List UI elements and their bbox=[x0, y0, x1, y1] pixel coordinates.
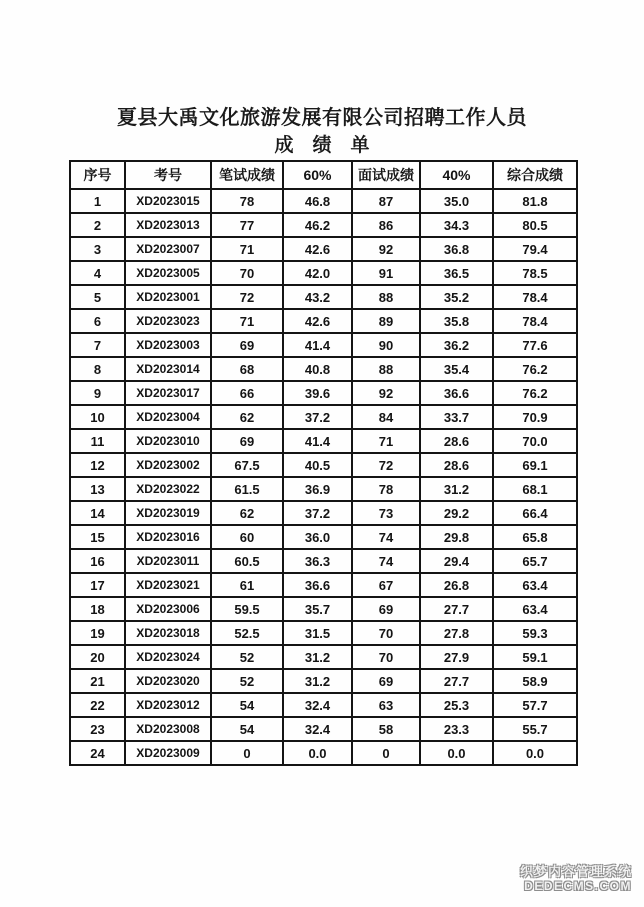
weighted-60-percent-cell: 46.8 bbox=[283, 189, 352, 213]
weighted-60-percent-cell: 31.2 bbox=[283, 669, 352, 693]
watermark-cms-name: 织梦内容管理系统 bbox=[519, 864, 632, 880]
interview-score-cell: 63 bbox=[352, 693, 420, 717]
written-score-cell: 71 bbox=[211, 309, 283, 333]
row-number-cell: 10 bbox=[70, 405, 125, 429]
exam-number-cell: XD2023006 bbox=[125, 597, 211, 621]
total-score-cell: 76.2 bbox=[493, 357, 577, 381]
row-number-cell: 17 bbox=[70, 573, 125, 597]
weighted-40-percent-cell: 28.6 bbox=[420, 453, 493, 477]
row-number-cell: 21 bbox=[70, 669, 125, 693]
total-score-cell: 78.4 bbox=[493, 309, 577, 333]
interview-score-cell: 69 bbox=[352, 669, 420, 693]
interview-score-cell: 71 bbox=[352, 429, 420, 453]
row-number-cell: 19 bbox=[70, 621, 125, 645]
table-row bbox=[70, 429, 577, 453]
exam-number-cell: XD2023022 bbox=[125, 477, 211, 501]
weighted-60-percent-cell: 32.4 bbox=[283, 717, 352, 741]
weighted-40-percent-cell: 36.2 bbox=[420, 333, 493, 357]
row-number-cell: 7 bbox=[70, 333, 125, 357]
weighted-40-percent-cell: 36.8 bbox=[420, 237, 493, 261]
row-number-cell: 15 bbox=[70, 525, 125, 549]
exam-number-cell: XD2023023 bbox=[125, 309, 211, 333]
interview-score-cell: 58 bbox=[352, 717, 420, 741]
total-score-cell: 80.5 bbox=[493, 213, 577, 237]
column-header: 笔试成绩 bbox=[211, 161, 283, 189]
exam-number-cell: XD2023017 bbox=[125, 381, 211, 405]
row-number-cell: 6 bbox=[70, 309, 125, 333]
table-row bbox=[70, 453, 577, 477]
exam-number-cell: XD2023001 bbox=[125, 285, 211, 309]
weighted-60-percent-cell: 41.4 bbox=[283, 429, 352, 453]
weighted-40-percent-cell: 0.0 bbox=[420, 741, 493, 765]
weighted-40-percent-cell: 25.3 bbox=[420, 693, 493, 717]
weighted-40-percent-cell: 33.7 bbox=[420, 405, 493, 429]
exam-number-cell: XD2023024 bbox=[125, 645, 211, 669]
document-title: 夏县大禹文化旅游发展有限公司招聘工作人员 bbox=[117, 107, 527, 129]
total-score-cell: 55.7 bbox=[493, 717, 577, 741]
weighted-40-percent-cell: 27.8 bbox=[420, 621, 493, 645]
exam-number-cell: XD2023009 bbox=[125, 741, 211, 765]
total-score-cell: 59.3 bbox=[493, 621, 577, 645]
written-score-cell: 69 bbox=[211, 333, 283, 357]
exam-number-cell: XD2023004 bbox=[125, 405, 211, 429]
interview-score-cell: 74 bbox=[352, 525, 420, 549]
total-score-cell: 57.7 bbox=[493, 693, 577, 717]
weighted-40-percent-cell: 26.8 bbox=[420, 573, 493, 597]
exam-number-cell: XD2023016 bbox=[125, 525, 211, 549]
table-row bbox=[70, 309, 577, 333]
total-score-cell: 76.2 bbox=[493, 381, 577, 405]
interview-score-cell: 67 bbox=[352, 573, 420, 597]
total-score-cell: 65.7 bbox=[493, 549, 577, 573]
table-row bbox=[70, 357, 577, 381]
interview-score-cell: 88 bbox=[352, 285, 420, 309]
weighted-60-percent-cell: 42.0 bbox=[283, 261, 352, 285]
interview-score-cell: 88 bbox=[352, 357, 420, 381]
table-row bbox=[70, 669, 577, 693]
exam-number-cell: XD2023018 bbox=[125, 621, 211, 645]
interview-score-cell: 90 bbox=[352, 333, 420, 357]
document-subtitle: 成 绩 单 bbox=[274, 135, 370, 156]
interview-score-cell: 86 bbox=[352, 213, 420, 237]
table-row bbox=[70, 717, 577, 741]
weighted-60-percent-cell: 39.6 bbox=[283, 381, 352, 405]
table-row bbox=[70, 405, 577, 429]
exam-number-cell: XD2023010 bbox=[125, 429, 211, 453]
weighted-60-percent-cell: 0.0 bbox=[283, 741, 352, 765]
exam-number-cell: XD2023021 bbox=[125, 573, 211, 597]
weighted-60-percent-cell: 41.4 bbox=[283, 333, 352, 357]
total-score-cell: 58.9 bbox=[493, 669, 577, 693]
interview-score-cell: 78 bbox=[352, 477, 420, 501]
total-score-cell: 70.9 bbox=[493, 405, 577, 429]
table-row bbox=[70, 477, 577, 501]
interview-score-cell: 73 bbox=[352, 501, 420, 525]
column-header: 序号 bbox=[70, 161, 125, 189]
weighted-60-percent-cell: 40.8 bbox=[283, 357, 352, 381]
weighted-40-percent-cell: 29.4 bbox=[420, 549, 493, 573]
weighted-40-percent-cell: 36.6 bbox=[420, 381, 493, 405]
table-row bbox=[70, 693, 577, 717]
row-number-cell: 22 bbox=[70, 693, 125, 717]
written-score-cell: 52.5 bbox=[211, 621, 283, 645]
row-number-cell: 3 bbox=[70, 237, 125, 261]
weighted-60-percent-cell: 31.5 bbox=[283, 621, 352, 645]
exam-number-cell: XD2023007 bbox=[125, 237, 211, 261]
total-score-cell: 59.1 bbox=[493, 645, 577, 669]
table-row bbox=[70, 213, 577, 237]
exam-number-cell: XD2023013 bbox=[125, 213, 211, 237]
total-score-cell: 70.0 bbox=[493, 429, 577, 453]
table-row bbox=[70, 549, 577, 573]
watermark-cms-domain: DEDECMS.COM bbox=[524, 879, 632, 894]
written-score-cell: 60 bbox=[211, 525, 283, 549]
table-row bbox=[70, 381, 577, 405]
row-number-cell: 24 bbox=[70, 741, 125, 765]
row-number-cell: 16 bbox=[70, 549, 125, 573]
total-score-cell: 63.4 bbox=[493, 573, 577, 597]
row-number-cell: 14 bbox=[70, 501, 125, 525]
row-number-cell: 23 bbox=[70, 717, 125, 741]
interview-score-cell: 74 bbox=[352, 549, 420, 573]
written-score-cell: 62 bbox=[211, 405, 283, 429]
total-score-cell: 69.1 bbox=[493, 453, 577, 477]
total-score-cell: 78.5 bbox=[493, 261, 577, 285]
column-header: 面试成绩 bbox=[352, 161, 420, 189]
row-number-cell: 12 bbox=[70, 453, 125, 477]
interview-score-cell: 70 bbox=[352, 645, 420, 669]
weighted-60-percent-cell: 36.9 bbox=[283, 477, 352, 501]
weighted-60-percent-cell: 31.2 bbox=[283, 645, 352, 669]
interview-score-cell: 69 bbox=[352, 597, 420, 621]
total-score-cell: 0.0 bbox=[493, 741, 577, 765]
row-number-cell: 9 bbox=[70, 381, 125, 405]
exam-number-cell: XD2023019 bbox=[125, 501, 211, 525]
weighted-60-percent-cell: 37.2 bbox=[283, 405, 352, 429]
column-header: 40% bbox=[420, 161, 493, 189]
weighted-40-percent-cell: 29.8 bbox=[420, 525, 493, 549]
interview-score-cell: 70 bbox=[352, 621, 420, 645]
exam-number-cell: XD2023002 bbox=[125, 453, 211, 477]
weighted-60-percent-cell: 37.2 bbox=[283, 501, 352, 525]
written-score-cell: 66 bbox=[211, 381, 283, 405]
row-number-cell: 13 bbox=[70, 477, 125, 501]
exam-number-cell: XD2023008 bbox=[125, 717, 211, 741]
interview-score-cell: 84 bbox=[352, 405, 420, 429]
weighted-40-percent-cell: 28.6 bbox=[420, 429, 493, 453]
total-score-cell: 68.1 bbox=[493, 477, 577, 501]
total-score-cell: 66.4 bbox=[493, 501, 577, 525]
table-row bbox=[70, 645, 577, 669]
interview-score-cell: 92 bbox=[352, 381, 420, 405]
written-score-cell: 59.5 bbox=[211, 597, 283, 621]
total-score-cell: 63.4 bbox=[493, 597, 577, 621]
written-score-cell: 61.5 bbox=[211, 477, 283, 501]
weighted-60-percent-cell: 32.4 bbox=[283, 693, 352, 717]
weighted-60-percent-cell: 42.6 bbox=[283, 309, 352, 333]
exam-number-cell: XD2023015 bbox=[125, 189, 211, 213]
written-score-cell: 52 bbox=[211, 669, 283, 693]
row-number-cell: 4 bbox=[70, 261, 125, 285]
row-number-cell: 5 bbox=[70, 285, 125, 309]
interview-score-cell: 91 bbox=[352, 261, 420, 285]
table-row bbox=[70, 261, 577, 285]
table-row bbox=[70, 597, 577, 621]
written-score-cell: 69 bbox=[211, 429, 283, 453]
table-row bbox=[70, 741, 577, 765]
exam-number-cell: XD2023003 bbox=[125, 333, 211, 357]
table-row bbox=[70, 573, 577, 597]
table-header-row bbox=[70, 161, 577, 189]
written-score-cell: 52 bbox=[211, 645, 283, 669]
exam-number-cell: XD2023012 bbox=[125, 693, 211, 717]
row-number-cell: 1 bbox=[70, 189, 125, 213]
weighted-60-percent-cell: 40.5 bbox=[283, 453, 352, 477]
weighted-60-percent-cell: 46.2 bbox=[283, 213, 352, 237]
written-score-cell: 67.5 bbox=[211, 453, 283, 477]
written-score-cell: 61 bbox=[211, 573, 283, 597]
table-row bbox=[70, 285, 577, 309]
column-header: 综合成绩 bbox=[493, 161, 577, 189]
written-score-cell: 54 bbox=[211, 693, 283, 717]
weighted-60-percent-cell: 42.6 bbox=[283, 237, 352, 261]
row-number-cell: 18 bbox=[70, 597, 125, 621]
written-score-cell: 0 bbox=[211, 741, 283, 765]
weighted-60-percent-cell: 35.7 bbox=[283, 597, 352, 621]
interview-score-cell: 92 bbox=[352, 237, 420, 261]
weighted-40-percent-cell: 27.9 bbox=[420, 645, 493, 669]
interview-score-cell: 87 bbox=[352, 189, 420, 213]
weighted-60-percent-cell: 36.0 bbox=[283, 525, 352, 549]
table-row bbox=[70, 189, 577, 213]
weighted-40-percent-cell: 35.0 bbox=[420, 189, 493, 213]
table-row bbox=[70, 333, 577, 357]
written-score-cell: 70 bbox=[211, 261, 283, 285]
weighted-40-percent-cell: 34.3 bbox=[420, 213, 493, 237]
weighted-40-percent-cell: 27.7 bbox=[420, 669, 493, 693]
written-score-cell: 60.5 bbox=[211, 549, 283, 573]
weighted-60-percent-cell: 36.3 bbox=[283, 549, 352, 573]
weighted-60-percent-cell: 36.6 bbox=[283, 573, 352, 597]
row-number-cell: 8 bbox=[70, 357, 125, 381]
row-number-cell: 20 bbox=[70, 645, 125, 669]
row-number-cell: 11 bbox=[70, 429, 125, 453]
total-score-cell: 81.8 bbox=[493, 189, 577, 213]
interview-score-cell: 72 bbox=[352, 453, 420, 477]
row-number-cell: 2 bbox=[70, 213, 125, 237]
table-row bbox=[70, 501, 577, 525]
total-score-cell: 65.8 bbox=[493, 525, 577, 549]
exam-number-cell: XD2023014 bbox=[125, 357, 211, 381]
total-score-cell: 78.4 bbox=[493, 285, 577, 309]
column-header: 考号 bbox=[125, 161, 211, 189]
written-score-cell: 78 bbox=[211, 189, 283, 213]
weighted-40-percent-cell: 23.3 bbox=[420, 717, 493, 741]
watermark bbox=[520, 865, 632, 894]
weighted-60-percent-cell: 43.2 bbox=[283, 285, 352, 309]
exam-number-cell: XD2023011 bbox=[125, 549, 211, 573]
weighted-40-percent-cell: 27.7 bbox=[420, 597, 493, 621]
written-score-cell: 71 bbox=[211, 237, 283, 261]
exam-number-cell: XD2023020 bbox=[125, 669, 211, 693]
weighted-40-percent-cell: 35.4 bbox=[420, 357, 493, 381]
written-score-cell: 62 bbox=[211, 501, 283, 525]
table-row bbox=[70, 525, 577, 549]
total-score-cell: 77.6 bbox=[493, 333, 577, 357]
interview-score-cell: 89 bbox=[352, 309, 420, 333]
written-score-cell: 72 bbox=[211, 285, 283, 309]
weighted-40-percent-cell: 31.2 bbox=[420, 477, 493, 501]
table-row bbox=[70, 237, 577, 261]
weighted-40-percent-cell: 29.2 bbox=[420, 501, 493, 525]
exam-number-cell: XD2023005 bbox=[125, 261, 211, 285]
written-score-cell: 77 bbox=[211, 213, 283, 237]
interview-score-cell: 0 bbox=[352, 741, 420, 765]
score-table bbox=[69, 160, 578, 766]
column-header: 60% bbox=[283, 161, 352, 189]
weighted-40-percent-cell: 35.8 bbox=[420, 309, 493, 333]
table-row bbox=[70, 621, 577, 645]
weighted-40-percent-cell: 35.2 bbox=[420, 285, 493, 309]
written-score-cell: 68 bbox=[211, 357, 283, 381]
total-score-cell: 79.4 bbox=[493, 237, 577, 261]
written-score-cell: 54 bbox=[211, 717, 283, 741]
weighted-40-percent-cell: 36.5 bbox=[420, 261, 493, 285]
